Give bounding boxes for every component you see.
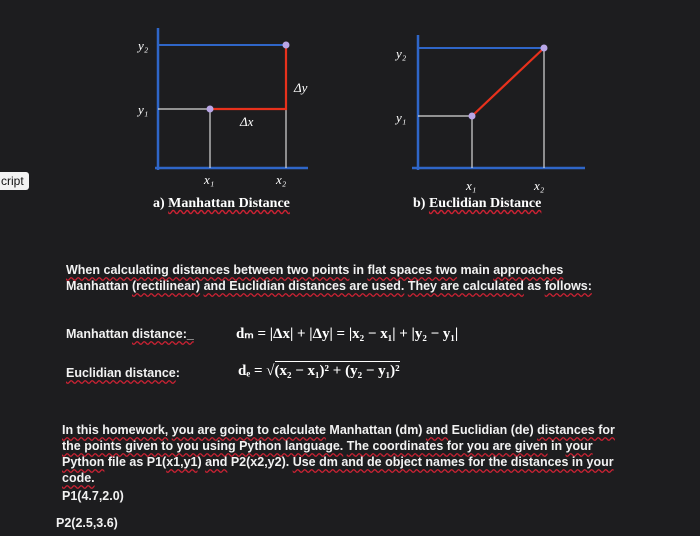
euclidian-label-underlined: Euclidian distance [66,366,176,380]
right-point-1 [469,113,476,120]
homework-part: distances for the points given to you using Python language. [62,423,615,453]
euclidian-formula [238,363,400,380]
right-point-2 [541,45,548,52]
manhattan-path [210,45,286,109]
caption-euclidian [413,196,541,212]
intro-part: (rectilinear) [131,279,201,293]
manhattan-plot [136,28,308,187]
caption-manhattan-text: Manhattan Distance [168,196,290,211]
right-y1-label: y₁ [396,110,407,125]
intro-part: approaches [493,263,564,277]
euclidian-formula-lhs: dₑ = [238,363,267,379]
caption-euclidian-letter: b) [413,196,426,211]
right-y2-label: y₂ [396,46,407,61]
intro-part: Manhattan [66,279,132,293]
homework-part: Use dm and de object names for the distances in your code. [62,455,614,485]
euclidian-label [66,366,180,380]
homework-part: file as P1( [104,455,167,469]
homework-part: and [205,455,228,469]
caption-manhattan [153,196,290,212]
homework-paragraph [62,422,637,486]
euclidian-plot [394,35,585,193]
left-point-1 [207,106,214,113]
left-x1-label: x₁ [204,172,215,187]
manhattan-label-underlined: distance:_ [131,327,194,341]
intro-part: They are calculated [407,279,524,293]
homework-part: x1,y1 [166,455,198,469]
intro-part: in [349,263,368,277]
homework-part: your Python [62,439,593,469]
point-p2: P2(2.5,3.6) [56,516,118,530]
homework-part: The coordinates for you are given [346,439,548,453]
intro-part: follows: [544,279,592,293]
homework-part: Manhattan (dm) [325,423,426,437]
sqrt-icon: √ [266,363,275,379]
right-x2-label: x₂ [534,178,545,193]
intro-part: When calculating distances between two points [66,263,350,277]
intro-part: as [523,279,545,293]
homework-part: ) [197,455,206,469]
homework-part: in [547,439,566,453]
point-p1: P1(4.7,2.0) [62,489,124,503]
caption-manhattan-letter: a) [153,196,165,211]
left-y2-label: y₂ [138,38,149,53]
homework-part: In this homework, [62,423,169,437]
homework-part: and [425,423,449,437]
euclidian-formula-radicand: (x₂ − x₁)² + (y₂ − y₁)² [274,363,400,379]
sidebar-tab-fragment[interactable]: cript [0,172,29,190]
homework-part: P2(x2,y2). [227,455,293,469]
delta-y-label: Δy [294,80,308,95]
manhattan-formula: dₘ = |Δx| + |Δy| = |x₂ − x₁| + |y₂ − y₁| [236,326,459,342]
homework-part: Euclidian (de) [448,423,538,437]
homework-part: you are going to calculate [171,423,326,437]
delta-x-label: Δx [240,114,254,129]
left-x2-label: x₂ [276,172,287,187]
intro-part: flat spaces two [367,263,458,277]
euclidian-label-plain: : [175,366,180,380]
caption-euclidian-text: Euclidian Distance [428,196,542,211]
manhattan-label-plain: Manhattan [66,327,132,341]
intro-paragraph [66,262,626,294]
euclidian-segment [472,48,544,116]
manhattan-label [66,327,194,341]
intro-part: and Euclidian distances are used. [203,279,405,293]
right-x1-label: x₁ [466,178,477,193]
left-point-2 [283,42,290,49]
intro-part: main [457,263,494,277]
left-y1-label: y₁ [138,102,149,117]
